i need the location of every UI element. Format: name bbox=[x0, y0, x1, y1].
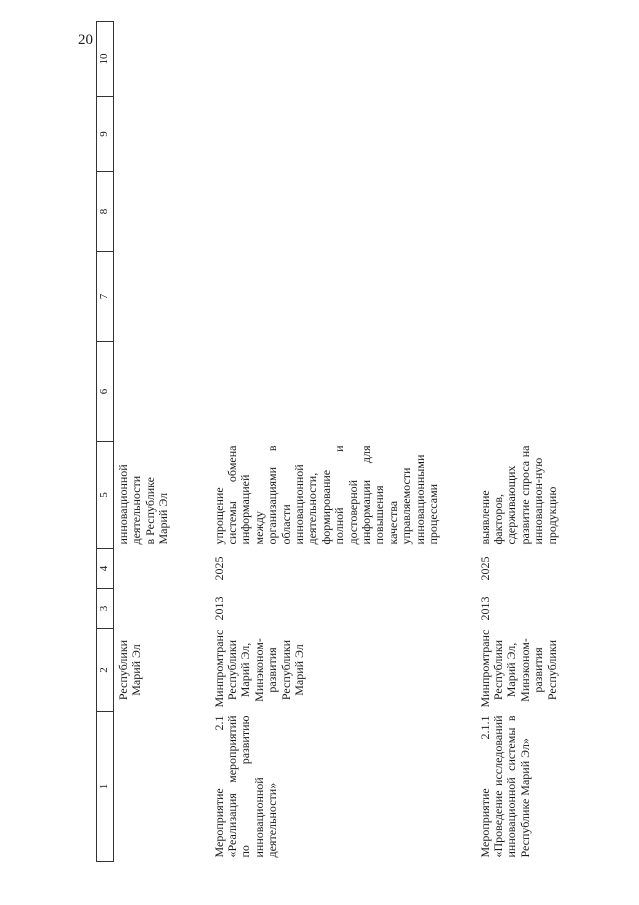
column-number: 8 bbox=[97, 172, 114, 252]
expected-result-cell: выявление факторов, сдерживающих развитие спроса на инновацион-ную продукцию bbox=[477, 445, 559, 545]
column-number: 2 bbox=[97, 629, 114, 712]
table-cell bbox=[114, 172, 210, 252]
executor-cell: Минпромтранс Республики Марий Эл, Минэконом- развития Республики Марий Эл bbox=[211, 629, 306, 708]
column-number: 10 bbox=[97, 22, 114, 97]
table-cell bbox=[210, 22, 476, 97]
start-year-cell: 2013 bbox=[477, 596, 492, 621]
expected-result-cell: инновационной деятельности в Республике Марий Эл bbox=[116, 464, 171, 545]
column-number: 4 bbox=[97, 549, 114, 589]
start-year-cell bbox=[114, 589, 210, 629]
table-row bbox=[210, 22, 476, 862]
measure-name-cell bbox=[114, 712, 210, 862]
measure-name-cell: Мероприятие 2.1.1 «Проведение исследований инновационной системы в Республике Марий Эл» bbox=[477, 715, 532, 858]
column-number: 9 bbox=[97, 97, 114, 172]
column-number-row bbox=[97, 22, 114, 862]
measure-name-cell: Мероприятие 2.1 «Реализация мероприятий по развитию инновационной деятельности» bbox=[211, 715, 280, 858]
column-number: 6 bbox=[97, 342, 114, 442]
table-cell bbox=[210, 97, 476, 172]
start-year-cell: 2013 bbox=[211, 596, 226, 621]
end-year-cell: 2025 bbox=[211, 556, 226, 581]
table-cell bbox=[210, 252, 476, 342]
end-year-cell bbox=[114, 549, 210, 589]
table-row bbox=[114, 22, 210, 862]
rotated-table-sheet bbox=[96, 22, 606, 862]
column-number: 1 bbox=[97, 712, 114, 862]
end-year-cell: 2025 bbox=[477, 556, 492, 581]
table-cell bbox=[114, 97, 210, 172]
column-number: 7 bbox=[97, 252, 114, 342]
expected-result-cell: упрощение системы обмена информацией между организациями в области инновационной деятельности, формирование полной и достоверной информации для повышения качества управляемости инновационными процессами bbox=[211, 445, 440, 545]
column-number: 3 bbox=[97, 589, 114, 629]
table-cell bbox=[476, 252, 596, 342]
table-cell bbox=[476, 172, 596, 252]
table-row bbox=[476, 22, 596, 862]
table-cell bbox=[210, 342, 476, 442]
table-cell bbox=[476, 22, 596, 97]
table-cell bbox=[114, 252, 210, 342]
column-number: 5 bbox=[97, 442, 114, 549]
program-table bbox=[96, 21, 596, 862]
table-cell bbox=[476, 97, 596, 172]
executor-cell: Республики Марий Эл bbox=[116, 639, 144, 701]
table-cell bbox=[114, 342, 210, 442]
page-number: 20 bbox=[78, 32, 93, 48]
executor-cell: Минпромтранс Республики Марий Эл, Минэконом- развития Республики bbox=[477, 629, 559, 708]
table-cell bbox=[476, 342, 596, 442]
table-cell bbox=[210, 172, 476, 252]
table-cell bbox=[114, 22, 210, 97]
